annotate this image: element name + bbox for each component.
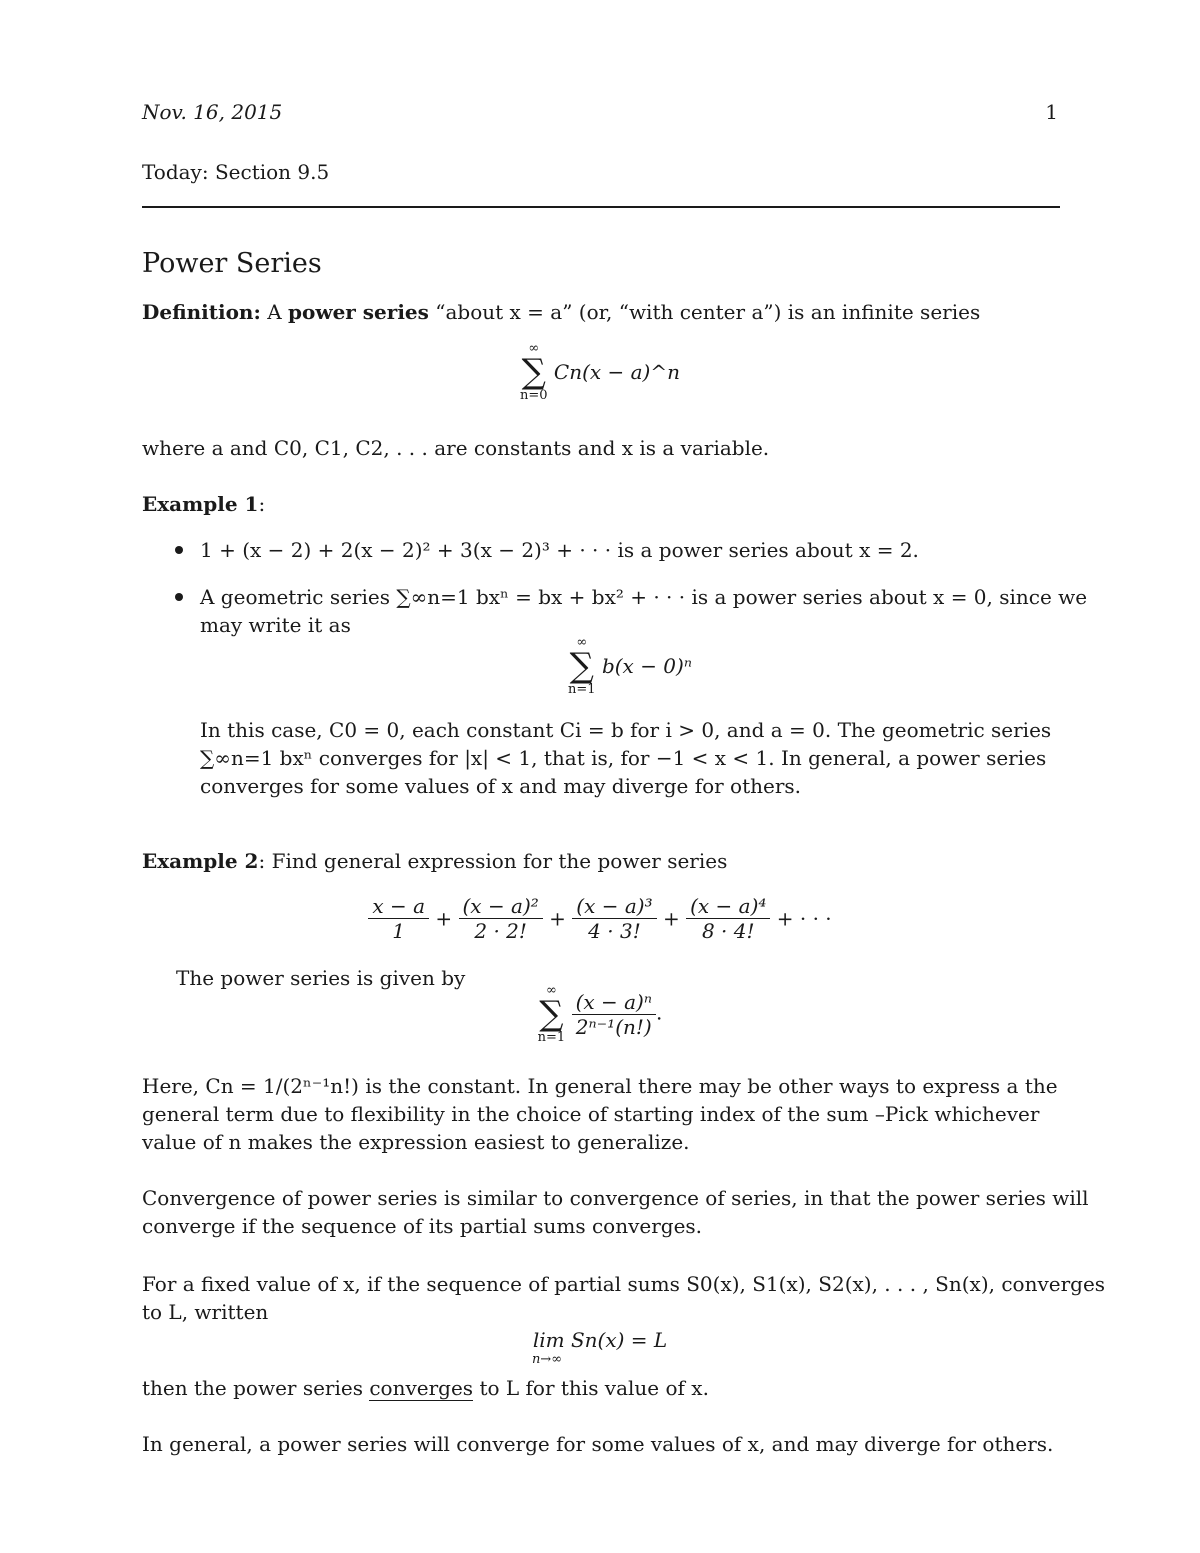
- series-terms-formula: [0, 894, 1200, 943]
- here-line2: general term due to flexibility in the choice of starting index of the sum –Pick whichever: [142, 1102, 1040, 1126]
- series-term-2: [459, 894, 543, 943]
- geometric-sum-formula: [200, 636, 1060, 696]
- definition-line: [142, 298, 1060, 326]
- example1-bullet1: 1 + (x − 2) + 2(x − 2)² + 3(x − 2)³ + · · · is a power series about x = 2.: [200, 538, 919, 562]
- term-numerator: x − a: [368, 894, 429, 919]
- example1-bullet2-line1: A geometric series ∑∞n=1 bxⁿ = bx + bx² + · · · is a power series about x = 0, since we: [200, 585, 1088, 609]
- term-denominator: 4 · 3!: [588, 919, 641, 943]
- convergence-p3: [142, 1374, 1060, 1402]
- limit-formula: [0, 1326, 1200, 1354]
- sigma-icon: ∑: [521, 352, 546, 392]
- answer-numerator: (x − a)ⁿ: [572, 990, 656, 1015]
- today-line: Today: Section 9.5: [142, 160, 330, 184]
- term-numerator: (x − a)³: [572, 894, 656, 919]
- example2-heading: [142, 847, 1060, 875]
- term-denominator: 2 · 2!: [474, 919, 527, 943]
- header-rule: [142, 206, 1060, 208]
- here-line3: value of n makes the expression easiest to generalize.: [142, 1130, 690, 1154]
- bullet-icon: [175, 593, 183, 601]
- sum-lower-limit: n=1: [537, 1030, 566, 1045]
- convergence-p2-line1: For a fixed value of x, if the sequence of partial sums S0(x), S1(x), S2(x), . . . , Sn(x), converges: [142, 1272, 1106, 1296]
- example2-colon: :: [258, 849, 266, 873]
- example1-label: Example 1: [142, 492, 259, 516]
- p3-before: then the power series: [142, 1376, 363, 1400]
- term-denominator: 1: [392, 919, 406, 943]
- example1-heading: [142, 490, 1060, 518]
- bullet-icon: [175, 546, 183, 554]
- definition-sum-formula: [0, 342, 1200, 402]
- header-date: Nov. 16, 2015: [142, 100, 283, 124]
- term-numerator: (x − a)²: [459, 894, 543, 919]
- given-by-line: The power series is given by: [176, 966, 466, 990]
- sum-lower-limit: n=0: [519, 388, 548, 403]
- sum-upper-limit: ∞: [576, 635, 588, 650]
- term-denominator: 8 · 4!: [701, 919, 755, 943]
- example2-label: Example 2: [142, 849, 259, 873]
- series-term-4: [686, 894, 770, 943]
- definition-text: “about x = a” (or, “with center a”) is an infinite series: [435, 300, 981, 324]
- plus-sign: +: [662, 906, 680, 931]
- limit-subscript: n→∞: [531, 1352, 563, 1367]
- section-title: Power Series: [142, 248, 322, 279]
- example1-colon: :: [258, 492, 266, 516]
- convergence-p1-line1: Convergence of power series is similar to convergence of series, in that the power series will: [142, 1186, 1089, 1210]
- page-number: 1: [1045, 100, 1058, 124]
- term-numerator: (x − a)⁴: [686, 894, 770, 919]
- series-term-3: [572, 894, 656, 943]
- convergence-p2-line2: to L, written: [142, 1300, 269, 1324]
- sum-upper-limit: ∞: [528, 341, 540, 356]
- answer-sum-formula: ∞ ∑ n=1 $\frac{\text{(x − a)ⁿ}}{\text{2ⁿ⁻¹(n!)}}$ .: [537, 983, 663, 1045]
- plus-sign: +: [435, 906, 453, 931]
- plus-sign: +: [549, 906, 566, 931]
- sum-upper-limit: ∞: [546, 983, 557, 998]
- convergence-p1-line2: converge if the sequence of its partial sums converges.: [142, 1214, 703, 1238]
- definition-after: where a and C0, C1, C2, . . . are constants and x is a variable.: [142, 436, 770, 460]
- converges-underlined: converges: [369, 1376, 474, 1400]
- answer-fraction: [572, 990, 656, 1039]
- definition-a: A: [267, 300, 282, 324]
- sum-term: b(x − 0)ⁿ: [601, 654, 692, 678]
- example1-para-line2: ∑∞n=1 bxⁿ converges for |x| < 1, that is, for −1 < x < 1. In general, a power series: [200, 746, 1047, 770]
- sum-term: Cn(x − a)^n: [553, 360, 680, 384]
- example1-para-line1: In this case, C0 = 0, each constant Ci = b for i > 0, and a = 0. The geometric series: [200, 718, 1052, 742]
- example1-para-line3: converges for some values of x and may diverge for others.: [200, 774, 802, 798]
- p3-after: to L for this value of x.: [479, 1376, 709, 1400]
- definition-term: power series: [288, 300, 429, 324]
- example2-prompt: Find general expression for the power series: [271, 849, 728, 873]
- here-line1: Here, Cn = 1/(2ⁿ⁻¹n!) is the constant. In general there may be other ways to express a the: [142, 1074, 1058, 1098]
- answer-denominator: 2ⁿ⁻¹(n!): [575, 1014, 652, 1039]
- convergence-p4: In general, a power series will converge for some values of x, and may diverge for others.: [142, 1432, 1054, 1456]
- limit-expression: lim Sn(x) = L: [532, 1328, 668, 1352]
- definition-label: Definition:: [142, 300, 261, 324]
- sum-lower-limit: n=1: [568, 682, 596, 697]
- example1-bullet2-line2: may write it as: [200, 613, 351, 637]
- series-term-1: [368, 894, 429, 943]
- sigma-icon: ∑: [539, 994, 564, 1034]
- sigma-icon: ∑: [569, 646, 594, 686]
- series-tail: + · · ·: [776, 906, 832, 931]
